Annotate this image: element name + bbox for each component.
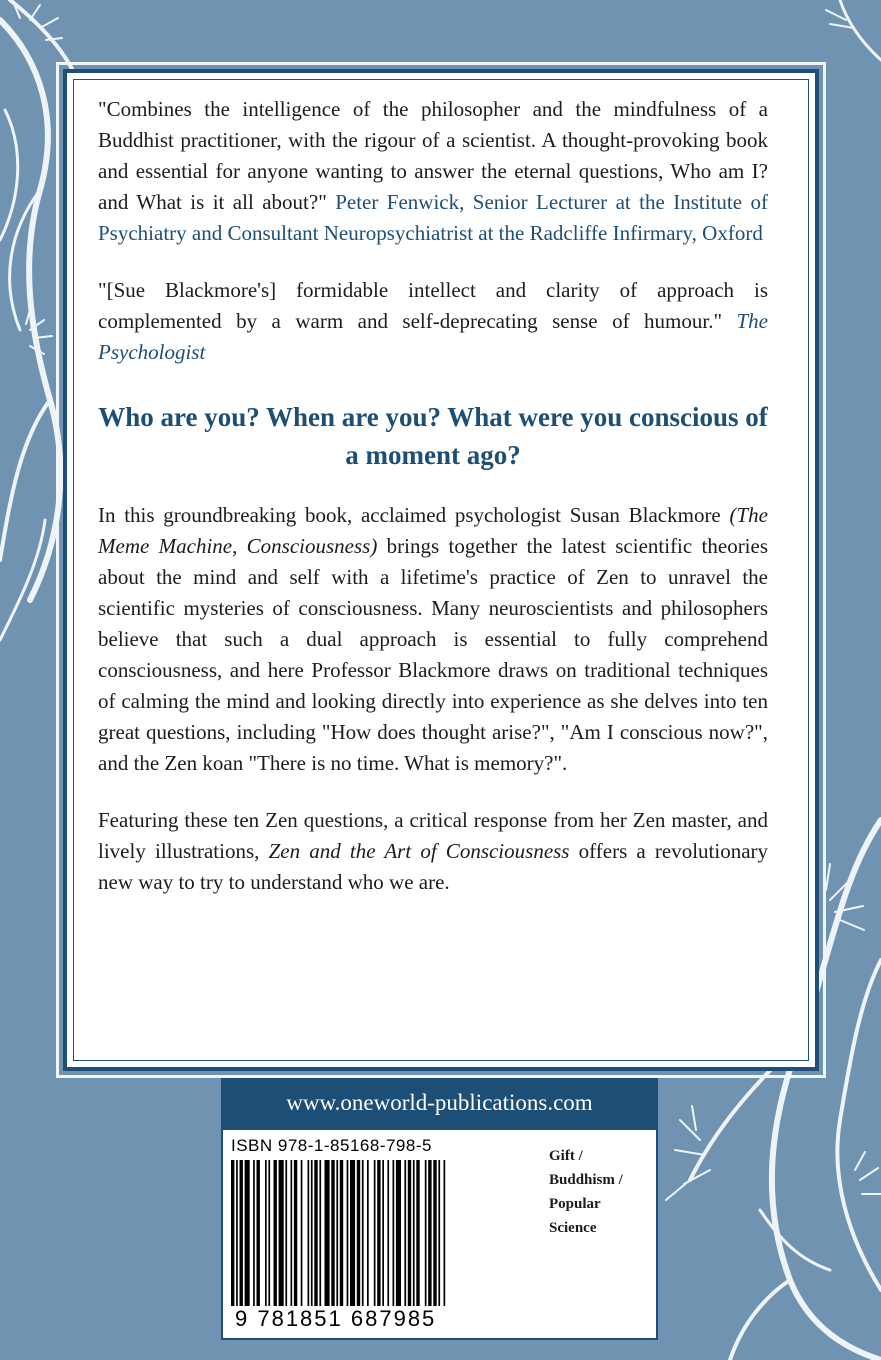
quote-psychologist-source: The Psychologist	[98, 309, 768, 364]
barcode-bar	[265, 1160, 267, 1306]
para1-text-a: In this groundbreaking book, acclaimed psychologist Susan Blackmore	[98, 503, 721, 527]
description-paragraph-1	[98, 500, 768, 779]
barcode-bar	[347, 1160, 349, 1306]
description-paragraph-2	[98, 805, 768, 898]
barcode-bar	[311, 1160, 313, 1306]
barcode-bar	[396, 1160, 401, 1306]
barcode-bar	[314, 1160, 317, 1306]
barcode-bar	[336, 1160, 338, 1306]
barcode-bar	[357, 1160, 360, 1306]
barcode-bar	[425, 1160, 427, 1306]
barcode-bar	[236, 1160, 238, 1306]
headline: Who are you? When are you? What were you conscious of a moment ago?	[98, 402, 768, 470]
barcode-bar	[387, 1160, 389, 1306]
para2-text-b: offers a revolutionary new way to try to understand who we are.	[98, 839, 769, 894]
barcode-box	[221, 1128, 658, 1340]
barcode-bar	[291, 1160, 293, 1306]
barcode-bar	[257, 1160, 260, 1306]
category-line: Popular	[549, 1196, 601, 1212]
barcode-bar	[301, 1160, 303, 1306]
category-line: Science	[549, 1220, 597, 1236]
barcode-bar	[308, 1160, 310, 1306]
barcode-bar	[408, 1160, 411, 1306]
barcode-bar	[279, 1160, 284, 1306]
barcode-bar	[340, 1160, 343, 1306]
barcode-bar	[377, 1160, 380, 1306]
category-line: Gift /	[549, 1148, 583, 1164]
barcode-bar	[274, 1160, 277, 1306]
barcode-bar	[404, 1160, 406, 1306]
barcode-bar	[253, 1160, 255, 1306]
publisher-url[interactable]: www.oneworld-publications.com	[221, 1078, 658, 1128]
barcode-bar	[240, 1160, 243, 1306]
isbn-label: ISBN 978-1-85168-798-5	[231, 1136, 432, 1155]
category-list	[549, 1144, 623, 1240]
para2-book-title: Zen and the Art of Consciousness	[268, 839, 570, 863]
barcode-bar	[433, 1160, 436, 1306]
barcode-bar	[362, 1160, 364, 1306]
quote-psychologist-text: "[Sue Blackmore's] formidable intellect and clarity of approach is complemented by a warm and self-deprecating sense of humour."	[98, 278, 768, 333]
barcode-bar	[350, 1160, 355, 1306]
quote-fenwick-attribution: Peter Fenwick, Senior Lecturer at the Institute of Psychiatry and Consultant Neuropsychiatrist at the Radcliffe Infirmary, Oxford	[98, 190, 768, 245]
barcode-bar	[438, 1160, 440, 1306]
barcode-bar	[413, 1160, 415, 1306]
category-line: Buddhism /	[549, 1172, 623, 1188]
para1-text-b: brings together the latest scientific theories about the mind and self with a lifetime's practice of Zen to unravel the scientific mysteries of consciousness. Many neuroscientists and philosophers believe that such a dual approach is essential to fully comprehend consciousness, and here Professor Blackmore draws on traditional techniques of calming the mind and looking directly into experience as she delves into ten great questions, including "How does thought arise?", "Am I conscious now?", and the Zen koan "There is no time. What is memory?".	[98, 534, 769, 775]
barcode-bar	[393, 1160, 395, 1306]
barcode-bar	[294, 1160, 297, 1306]
quote-psychologist	[98, 275, 768, 368]
barcode-bar	[374, 1160, 376, 1306]
barcode-bar	[319, 1160, 321, 1306]
barcode-bar	[367, 1160, 369, 1306]
barcode-bar	[382, 1160, 384, 1306]
barcode-image	[231, 1160, 531, 1306]
barcode-bar	[245, 1160, 250, 1306]
barcode-bar	[444, 1160, 446, 1306]
barcode-bar	[416, 1160, 419, 1306]
barcode-bar	[325, 1160, 330, 1306]
barcode-bar	[268, 1160, 270, 1306]
barcode-bar	[331, 1160, 334, 1306]
back-cover-text	[98, 94, 768, 924]
quote-fenwick	[98, 94, 768, 249]
barcode-bar	[285, 1160, 287, 1306]
barcode-bar	[231, 1160, 234, 1306]
para2-text-a: Featuring these ten Zen questions, a critical response from her Zen master, and lively illustrations,	[98, 808, 768, 863]
quote-fenwick-text: "Combines the intelligence of the philosopher and the mindfulness of a Buddhist practitioner, with the rigour of a scientist. A thought-provoking book and essential for anyone wanting to answer the eternal questions, Who am I? and What is it all about?"	[98, 97, 768, 214]
barcode-digits: 9 781851 687985	[235, 1306, 437, 1331]
barcode-bar	[428, 1160, 431, 1306]
para1-book-titles: (The Meme Machine, Consciousness)	[98, 503, 768, 558]
